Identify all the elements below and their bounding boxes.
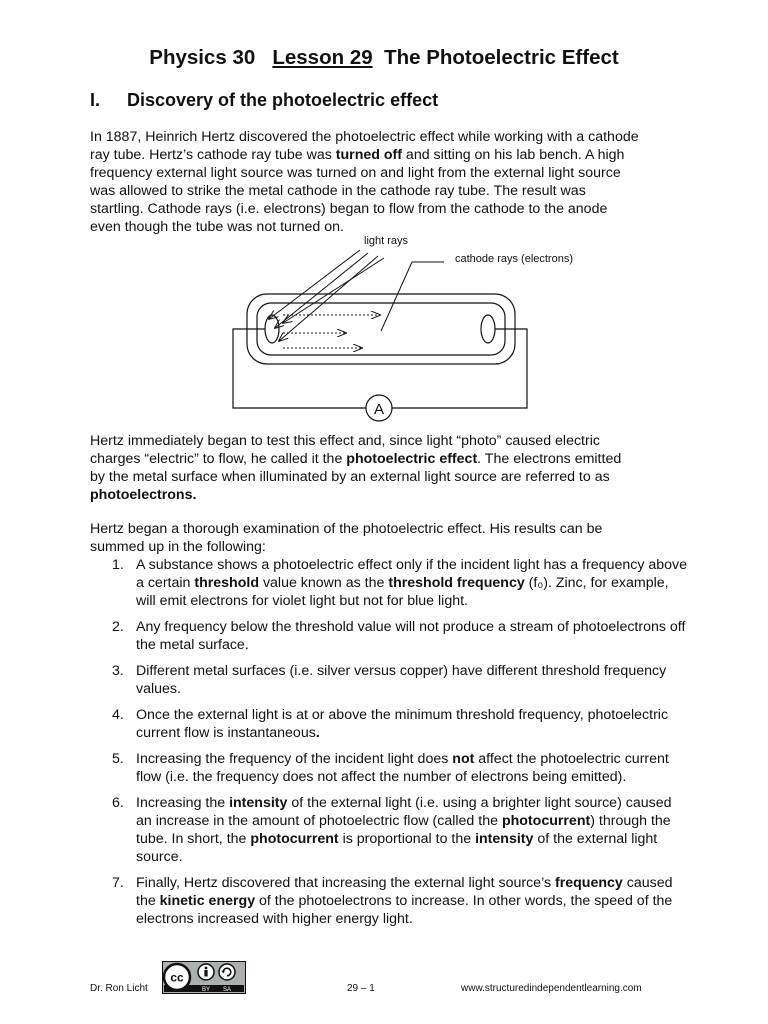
photoelectric-definition-paragraph: Hertz immediately began to test this effect and, since light “photo” caused electric charges “electric” to flow, he called it the photoelectric effect. The electrons emitted by the metal surface when illuminated by an external light source are referred to as photoelectrons.: [90, 433, 622, 503]
section-number: I.: [90, 90, 101, 110]
results-list: [90, 556, 690, 936]
list-item: 5. Increasing the frequency of the incident light does not affect the photoelectric current flow (i.e. the frequency does not affect the number of electrons being emitted).: [112, 751, 669, 785]
photoelectrons-term: photoelectrons.: [90, 487, 197, 503]
turned-off-emphasis: turned off: [335, 147, 402, 163]
section-heading-text: Discovery of the photoelectric effect: [127, 90, 439, 110]
ammeter-label: A: [373, 401, 385, 418]
cathode-rays-label: cathode rays (electrons): [455, 253, 573, 265]
title-topic: The Photoelectric Effect: [384, 46, 619, 69]
anode-electrode: [481, 315, 495, 343]
intro-paragraph: In 1887, Heinrich Hertz discovered the photoelectric effect while working with a cathode ray tube. Hertz’s cathode ray tube was turned off and sitting on his lab bench. A high frequency external light source was turned on and light from the external light source was allowed to strike the metal cathode in the cathode ray tube. The result was startling. Cathode rays (i.e. electrons) began to flow from the cathode to the anode even though the tube was not turned on.: [90, 129, 639, 235]
footer-author: Dr. Ron Licht: [90, 983, 148, 994]
light-rays-label: light rays: [364, 235, 409, 247]
list-item: 6. Increasing the intensity of the external light (i.e. using a brighter light source) caused an increase in the amount of photoelectric flow (called the photocurrent) through the tube. In short, the photocurrent is proportional to the intensity of the external light source.: [112, 795, 672, 865]
light-ray: [283, 258, 384, 323]
light-ray: [269, 250, 360, 319]
page-number: 29 – 1: [347, 983, 375, 994]
share-alike-icon: [219, 964, 235, 980]
list-item: 2. Any frequency below the threshold value will not produce a stream of photoelectrons off the metal surface.: [112, 619, 686, 653]
cc-sa-label: SA: [222, 987, 232, 993]
list-item: 1. A substance shows a photoelectric effect only if the incident light has a frequency above a certain threshold value known as the threshold frequency (f₀). Zinc, for example, will emit electrons for violet light but not for blue light.: [112, 557, 688, 609]
results-intro-paragraph: Hertz began a thorough examination of the photoelectric effect. His results can be summed up in the following:: [90, 521, 603, 555]
cathode-rays-pointer: [381, 262, 412, 331]
list-item: 3. Different metal surfaces (i.e. silver versus copper) have different threshold frequency values.: [112, 663, 667, 697]
list-item: 7. Finally, Hertz discovered that increasing the external light source’s frequency caused the kinetic energy of the photoelectrons to increase. In other words, the speed of the electrons increased with higher energy light.: [112, 875, 673, 927]
light-ray: [279, 256, 378, 341]
light-ray: [275, 253, 368, 328]
cc-by-label: BY: [201, 987, 211, 993]
title-course: Physics 30: [149, 46, 256, 69]
cathode-ray-tube-diagram: [0, 0, 768, 440]
cathode-electrode: [265, 315, 279, 343]
tube-outer: [247, 294, 515, 364]
footer-website: www.structuredindependentlearning.com: [461, 983, 642, 994]
list-item: 4. Once the external light is at or above the minimum threshold frequency, photoelectric current flow is instantaneous.: [112, 707, 669, 741]
svg-text:cc: cc: [170, 970, 184, 985]
photoelectric-effect-term: photoelectric effect: [346, 451, 478, 467]
tube-inner: [257, 303, 505, 355]
creative-commons-license-badge: [162, 961, 246, 994]
title-lesson: Lesson 29: [272, 46, 373, 69]
